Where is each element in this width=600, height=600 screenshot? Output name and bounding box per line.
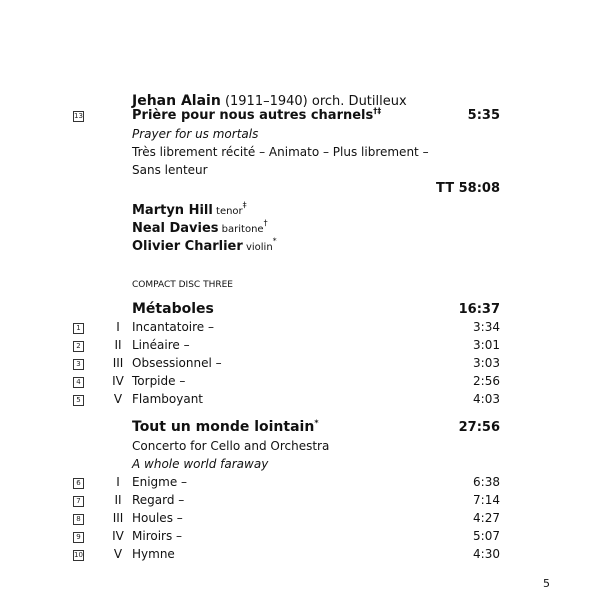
movement-roman: V	[113, 392, 123, 406]
movement-duration: 3:34	[473, 320, 500, 334]
movement-duration: 2:56	[473, 374, 500, 388]
movement-duration: 4:03	[473, 392, 500, 406]
movement-duration: 7:14	[473, 493, 500, 507]
track-number-box: 9	[73, 532, 84, 543]
movement-roman: IV	[112, 529, 124, 543]
lointain-title-text: Tout un monde lointain	[132, 419, 315, 435]
movement-title: Linéaire –	[132, 338, 190, 352]
work-title	[132, 108, 381, 123]
movement-roman: II	[114, 338, 122, 352]
alain-heading	[132, 90, 407, 109]
composer-name: Jehan Alain	[132, 93, 221, 109]
movement-roman: V	[113, 547, 123, 561]
tempo-line-2: Sans lenteur	[132, 163, 208, 177]
page-number: 5	[543, 577, 550, 590]
performer-role: violin	[242, 242, 273, 253]
movement-title: Obsessionnel –	[132, 356, 222, 370]
track-number-box: 7	[73, 496, 84, 507]
work-duration: 5:35	[467, 108, 500, 123]
movement-title: Miroirs –	[132, 529, 183, 543]
movement-title: Enigme –	[132, 475, 188, 489]
movement-roman: III	[112, 356, 124, 370]
track-number-box: 1	[73, 323, 84, 334]
performer-mark: ‡	[242, 200, 247, 210]
track-number-box: 10	[74, 551, 83, 559]
performer-name: Olivier Charlier	[132, 239, 243, 254]
movement-title: Torpide –	[132, 374, 186, 388]
performer-mark: †	[263, 218, 268, 228]
movement-roman: IV	[112, 374, 124, 388]
movement-roman: I	[116, 475, 120, 489]
performer-name: Martyn Hill	[132, 203, 213, 218]
performer-name: Neal Davies	[132, 221, 219, 236]
disc-heading: COMPACT DISC THREE	[132, 280, 233, 290]
lointain-title-mark: *	[314, 418, 319, 428]
work-title-marks: †‡	[373, 106, 382, 116]
lointain-title	[132, 419, 319, 435]
lointain-duration: 27:56	[458, 420, 500, 435]
track-number-box: 3	[73, 359, 84, 370]
composer-detail: (1911–1940) orch. Dutilleux	[220, 94, 407, 109]
work-title-text: Prière pour nous autres charnels	[132, 108, 374, 123]
movement-duration: 4:27	[473, 511, 500, 525]
performer-role: tenor	[212, 206, 243, 217]
work-translation: Prayer for us mortals	[132, 127, 259, 141]
movement-duration: 3:01	[473, 338, 500, 352]
performer-role: baritone	[218, 224, 264, 235]
track-number-box: 8	[73, 514, 84, 525]
metaboles-title: Métaboles	[132, 301, 214, 317]
movement-duration: 4:30	[473, 547, 500, 561]
lointain-subtitle: Concerto for Cello and Orchestra	[132, 439, 330, 453]
track-number-box: 2	[73, 341, 84, 352]
metaboles-duration: 16:37	[458, 302, 500, 317]
movement-roman: III	[112, 511, 124, 525]
track-number-box: 5	[73, 395, 84, 406]
track-number-box: 6	[73, 478, 84, 489]
tempo-line-1: Très librement récité – Animato – Plus librement –	[132, 145, 429, 159]
performer-row	[132, 199, 247, 218]
lointain-translation: A whole world faraway	[132, 457, 269, 471]
track-number-box: 13	[74, 112, 83, 120]
performer-mark: *	[272, 236, 277, 246]
movement-title: Regard –	[132, 493, 185, 507]
total-time: TT 58:08	[436, 181, 500, 196]
movement-title: Houles –	[132, 511, 183, 525]
movement-duration: 3:03	[473, 356, 500, 370]
movement-duration: 5:07	[473, 529, 500, 543]
movement-roman: I	[116, 320, 120, 334]
performer-row	[132, 235, 277, 254]
track-number-box: 4	[73, 377, 84, 388]
movement-roman: II	[114, 493, 122, 507]
movement-title: Hymne	[132, 547, 175, 561]
movement-title: Incantatoire –	[132, 320, 215, 334]
performer-row	[132, 217, 268, 236]
movement-title: Flamboyant	[132, 392, 204, 406]
movement-duration: 6:38	[473, 475, 500, 489]
